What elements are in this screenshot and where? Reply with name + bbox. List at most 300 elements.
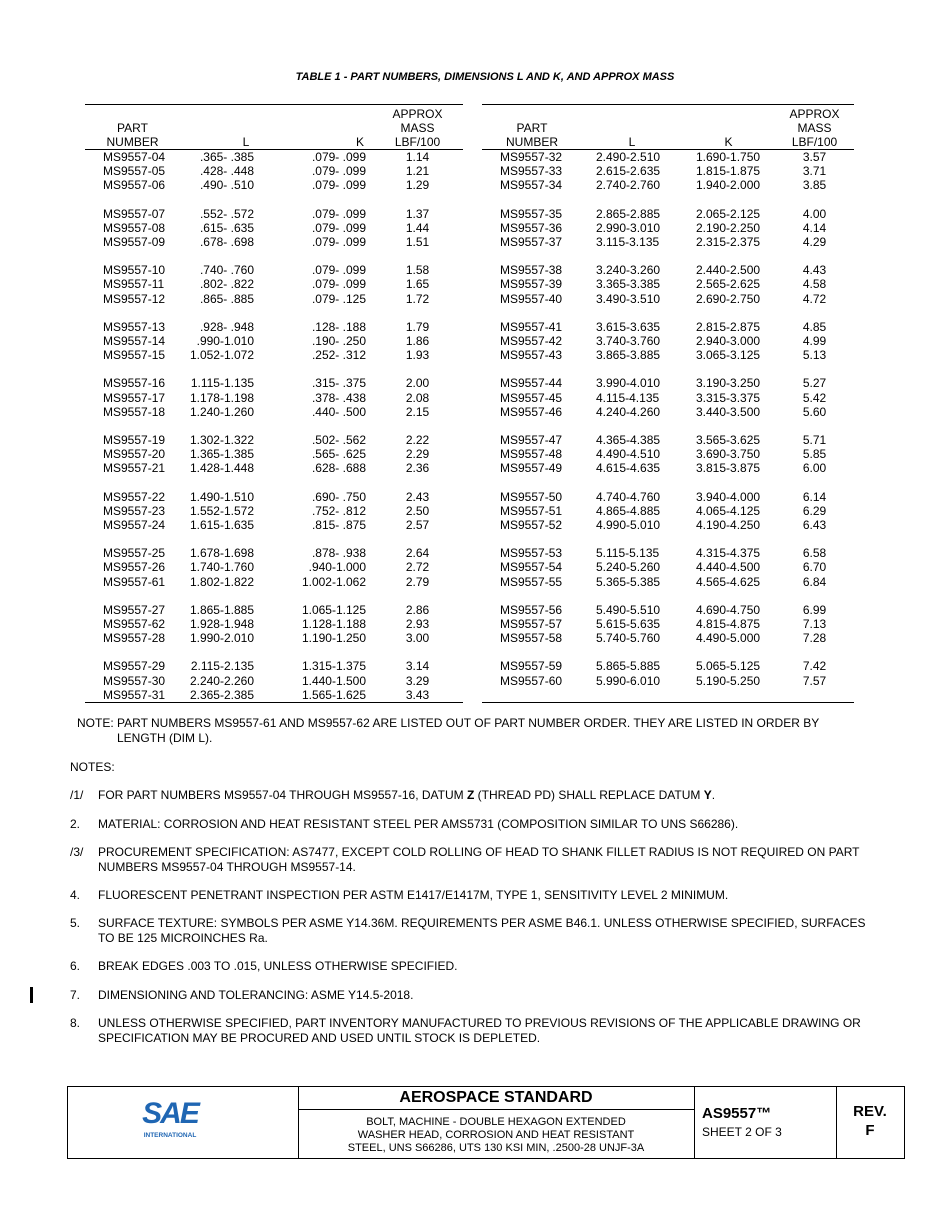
mass-cell: 7.57 xyxy=(802,673,827,688)
mass-cell: 6.70 xyxy=(802,560,827,575)
dim-l-cell: 1.865-1.885 xyxy=(189,602,254,617)
mass-cell: 2.93 xyxy=(405,617,430,632)
mass-cell: 4.85 xyxy=(802,319,827,334)
row-spacer xyxy=(85,249,463,263)
dim-l-cell: 1.115-1.135 xyxy=(190,376,254,391)
mass-cell: 1.21 xyxy=(405,164,430,179)
dim-l-cell: 4.365-4.385 xyxy=(596,433,661,448)
table-row xyxy=(85,207,463,221)
dim-l-cell: 3.990-4.010 xyxy=(596,376,661,391)
header-part-2-right: NUMBER xyxy=(482,135,582,150)
dim-l-cell: .678- .698 xyxy=(199,235,254,250)
note-number: /1/ xyxy=(70,788,84,802)
table-row xyxy=(85,490,463,504)
mass-cell: 6.29 xyxy=(802,503,827,518)
row-spacer xyxy=(85,532,463,546)
table-body-left xyxy=(85,150,463,703)
dim-k-cell: 4.190-4.250 xyxy=(696,518,761,533)
dim-k-cell: .752- .812 xyxy=(311,503,366,518)
dim-k-cell: 1.128-1.188 xyxy=(301,617,366,632)
parts-table-left xyxy=(85,104,463,703)
table-row xyxy=(482,178,854,192)
table-row xyxy=(85,376,463,390)
table-row xyxy=(482,221,854,235)
part-number-cell: MS9557-26 xyxy=(103,560,166,575)
dim-k-cell: .815- .875 xyxy=(311,518,366,533)
dim-l-cell: 2.490-2.510 xyxy=(596,150,661,164)
header-mass-1-right: APPROX xyxy=(775,105,854,122)
table-row xyxy=(482,405,854,419)
note-text: PART NUMBERS MS9557-61 AND MS9557-62 ARE LISTED OUT OF PART NUMBER ORDER. THEY ARE LISTED IN ORDER BY LENGTH (DIM L). xyxy=(117,716,819,745)
table-title: TABLE 1 - PART NUMBERS, DIMENSIONS L AND K, AND APPROX MASS xyxy=(295,71,675,83)
part-number-cell: MS9557-30 xyxy=(103,673,166,688)
mass-cell: 1.86 xyxy=(405,334,430,349)
dim-l-cell: 1.365-1.385 xyxy=(189,447,254,462)
dim-l-cell: .365- .385 xyxy=(199,150,254,164)
header-mass-3-right: LBF/100 xyxy=(775,135,854,150)
part-number-cell: MS9557-20 xyxy=(103,447,166,462)
row-spacer xyxy=(482,419,854,433)
note-item-8 xyxy=(70,1016,870,1046)
table-row xyxy=(85,292,463,306)
desc-line-1: BOLT, MACHINE - DOUBLE HEXAGON EXTENDED xyxy=(366,1116,626,1128)
note-number: 6. xyxy=(70,959,81,973)
mass-cell: 2.64 xyxy=(405,546,430,561)
dim-k-cell: .079- .099 xyxy=(311,263,366,278)
table-row xyxy=(85,617,463,631)
table-row xyxy=(482,659,854,673)
table-row xyxy=(85,263,463,277)
part-number-cell: MS9557-28 xyxy=(103,631,166,646)
part-number-cell: MS9557-43 xyxy=(500,348,563,363)
mass-cell: 3.00 xyxy=(405,631,430,646)
table-row xyxy=(482,490,854,504)
dim-k-cell: 2.565-2.625 xyxy=(696,277,761,292)
part-number-cell: MS9557-22 xyxy=(103,489,166,504)
part-number-cell: MS9557-08 xyxy=(103,220,166,235)
part-number-cell: MS9557-45 xyxy=(500,390,563,405)
dim-k-cell: .378- .438 xyxy=(311,390,366,405)
dim-l-cell: .490- .510 xyxy=(199,178,254,193)
dim-k-cell: .190- .250 xyxy=(311,334,366,349)
note-text: FLUORESCENT PENETRANT INSPECTION PER ASTM E1417/E1417M, TYPE 1, SENSITIVITY LEVEL 2 MINIMUM. xyxy=(98,888,729,902)
note-text: BREAK EDGES .003 TO .015, UNLESS OTHERWISE SPECIFIED. xyxy=(98,959,458,973)
table-row xyxy=(85,447,463,461)
dim-k-cell: .440- .500 xyxy=(311,404,366,419)
dim-l-cell: 2.365-2.385 xyxy=(180,688,272,703)
table-row xyxy=(482,518,854,532)
part-number-cell: MS9557-46 xyxy=(500,404,563,419)
mass-cell: 1.44 xyxy=(405,220,430,235)
header-k-right: K xyxy=(682,135,775,150)
mass-cell: 4.58 xyxy=(802,277,827,292)
mass-cell: 4.14 xyxy=(802,220,827,235)
part-number-cell: MS9557-32 xyxy=(500,150,563,164)
dim-k-cell: 4.490-5.000 xyxy=(696,631,761,646)
dim-l-cell: 1.990-2.010 xyxy=(189,631,254,646)
part-number-cell: MS9557-25 xyxy=(103,546,166,561)
part-number-cell: MS9557-33 xyxy=(500,164,563,179)
note-text: SURFACE TEXTURE: SYMBOLS PER ASME Y14.36M. REQUIREMENTS PER ASME B46.1. UNLESS OTHERWISE SPECIFIED, SURFACES TO BE 125 MICROINCHES Ra. xyxy=(98,916,866,945)
dim-k-cell: .502- .562 xyxy=(311,433,366,448)
part-number-cell: MS9557-42 xyxy=(500,334,563,349)
table-row xyxy=(85,391,463,405)
part-number-cell: MS9557-58 xyxy=(500,631,563,646)
revision-label: REV. xyxy=(853,1103,887,1120)
mass-cell: 6.14 xyxy=(802,489,827,504)
row-spacer xyxy=(85,589,463,603)
table-row xyxy=(85,518,463,532)
dim-k-cell: 1.002-1.062 xyxy=(301,574,366,589)
dim-l-cell: 2.240-2.260 xyxy=(189,673,254,688)
mass-cell: 1.65 xyxy=(405,277,430,292)
row-spacer xyxy=(482,193,854,207)
dim-k-cell: 3.815-3.875 xyxy=(696,461,761,476)
part-number-cell: MS9557-17 xyxy=(103,390,166,405)
mass-cell: 1.51 xyxy=(405,235,430,250)
table-row xyxy=(482,575,854,589)
mass-cell: 6.58 xyxy=(802,546,827,561)
note-number: 4. xyxy=(70,888,81,902)
mass-cell: 5.42 xyxy=(802,390,827,405)
part-number-cell: MS9557-27 xyxy=(103,602,166,617)
table-row xyxy=(482,334,854,348)
table-row xyxy=(482,292,854,306)
mass-cell: 2.79 xyxy=(405,574,430,589)
table-row xyxy=(85,575,463,589)
note-item-6 xyxy=(70,959,870,974)
dim-l-cell: 5.490-5.510 xyxy=(596,602,661,617)
revision-bar xyxy=(30,987,33,1003)
mass-cell: 2.36 xyxy=(405,461,430,476)
mass-cell: 3.14 xyxy=(405,659,430,674)
revision-cell xyxy=(836,1087,904,1158)
dim-k-cell: .079- .099 xyxy=(311,235,366,250)
mass-cell: 4.99 xyxy=(802,334,827,349)
part-number-cell: MS9557-40 xyxy=(500,291,563,306)
header-l: L xyxy=(180,135,272,150)
dim-k-cell: .079- .099 xyxy=(311,178,366,193)
table-row xyxy=(85,659,463,673)
header-mass-3: LBF/100 xyxy=(372,135,463,150)
header-part-2: NUMBER xyxy=(85,135,180,150)
dim-k-cell: 1.565-1.625 xyxy=(272,688,372,703)
part-number-cell: MS9557-56 xyxy=(500,602,563,617)
table-row xyxy=(482,277,854,291)
dim-l-cell: 1.802-1.822 xyxy=(189,574,254,589)
document-number: AS9557™ xyxy=(702,1105,772,1122)
standard-type: AEROSPACE STANDARD xyxy=(298,1087,694,1110)
dim-l-cell: 4.990-5.010 xyxy=(596,518,661,533)
desc-line-3: STEEL, UNS S66286, UTS 130 KSI MIN, .2500-28 UNJF-3A xyxy=(347,1142,645,1154)
table-row xyxy=(482,164,854,178)
row-spacer xyxy=(482,688,854,703)
desc-line-2: WASHER HEAD, CORROSION AND HEAT RESISTANT xyxy=(357,1129,635,1141)
title-cell xyxy=(298,1087,695,1158)
dim-l-cell: 4.615-4.635 xyxy=(596,461,661,476)
part-number-cell: MS9557-19 xyxy=(103,433,166,448)
part-number-cell: MS9557-24 xyxy=(103,518,166,533)
dim-l-cell: 5.240-5.260 xyxy=(596,560,661,575)
dim-k-cell: .252- .312 xyxy=(311,348,366,363)
mass-cell: 2.29 xyxy=(405,447,430,462)
mass-cell: 2.08 xyxy=(405,390,430,405)
dim-l-cell: 3.865-3.885 xyxy=(596,348,661,363)
part-number-cell: MS9557-31 xyxy=(85,688,180,703)
mass-cell: 3.57 xyxy=(802,150,827,164)
table-row xyxy=(482,546,854,560)
note-item-4 xyxy=(70,888,870,903)
dim-k-cell: 4.315-4.375 xyxy=(696,546,761,561)
mass-cell: 3.29 xyxy=(405,673,430,688)
table-row xyxy=(482,150,854,165)
dim-k-cell: 1.815-1.875 xyxy=(696,164,761,179)
mass-cell: 2.15 xyxy=(405,404,430,419)
table-row xyxy=(482,207,854,221)
dim-l-cell: 1.428-1.448 xyxy=(189,461,254,476)
mass-cell: 4.43 xyxy=(802,263,827,278)
table-row xyxy=(85,504,463,518)
dim-l-cell: 2.990-3.010 xyxy=(596,220,661,235)
dim-k-cell: 4.815-4.875 xyxy=(696,617,761,632)
dim-k-cell: 5.065-5.125 xyxy=(696,659,761,674)
dim-k-cell: .315- .375 xyxy=(311,376,366,391)
part-number-cell: MS9557-05 xyxy=(103,164,166,179)
part-number-cell: MS9557-35 xyxy=(500,206,563,221)
dim-l-cell: 3.615-3.635 xyxy=(596,319,661,334)
mass-cell: 1.37 xyxy=(405,206,430,221)
table-row xyxy=(482,447,854,461)
header-k: K xyxy=(272,135,372,150)
title-block xyxy=(67,1086,905,1159)
part-number-cell: MS9557-57 xyxy=(500,617,563,632)
part-number-cell: MS9557-10 xyxy=(103,263,166,278)
row-spacer xyxy=(482,476,854,490)
dim-k-cell: 4.565-4.625 xyxy=(696,574,761,589)
dim-k-cell: 2.315-2.375 xyxy=(696,235,761,250)
part-number-cell: MS9557-39 xyxy=(500,277,563,292)
dim-k-cell: 2.690-2.750 xyxy=(696,291,761,306)
row-spacer xyxy=(482,532,854,546)
part-number-cell: MS9557-53 xyxy=(500,546,563,561)
dim-k-cell: 2.440-2.500 xyxy=(696,263,761,278)
table-row xyxy=(482,320,854,334)
part-number-cell: MS9557-47 xyxy=(500,433,563,448)
row-spacer xyxy=(85,193,463,207)
table-row xyxy=(482,631,854,645)
dim-k-cell: 3.440-3.500 xyxy=(696,404,761,419)
sae-logo-icon xyxy=(68,1087,298,1158)
mass-cell: 1.29 xyxy=(405,178,430,193)
part-number-cell: MS9557-54 xyxy=(500,560,563,575)
mass-cell: 6.84 xyxy=(802,574,827,589)
dim-k-cell: .079- .125 xyxy=(311,291,366,306)
revision-value: F xyxy=(865,1122,875,1139)
part-number-cell: MS9557-15 xyxy=(103,348,166,363)
dim-k-cell: 2.065-2.125 xyxy=(696,206,761,221)
mass-cell: 3.85 xyxy=(802,178,827,193)
dim-k-cell: 3.190-3.250 xyxy=(696,376,761,391)
row-spacer xyxy=(85,306,463,320)
table-row xyxy=(85,461,463,475)
mass-cell: 5.13 xyxy=(802,348,827,363)
row-spacer xyxy=(482,645,854,659)
dim-l-cell: 1.302-1.322 xyxy=(189,433,254,448)
table-row xyxy=(85,178,463,192)
dim-l-cell: 5.990-6.010 xyxy=(596,673,661,688)
dim-k-cell: 5.190-5.250 xyxy=(696,673,761,688)
dim-k-cell: 1.940-2.000 xyxy=(696,178,761,193)
part-number-cell: MS9557-52 xyxy=(500,518,563,533)
dim-l-cell: 1.240-1.260 xyxy=(189,404,254,419)
dim-k-cell: 4.690-4.750 xyxy=(696,602,761,617)
mass-cell: 6.43 xyxy=(802,518,827,533)
mass-cell: 6.99 xyxy=(802,602,827,617)
part-number-cell: MS9557-09 xyxy=(103,235,166,250)
dim-k-cell: 1.065-1.125 xyxy=(301,602,366,617)
table-row xyxy=(85,688,463,703)
parts-table-right xyxy=(482,104,854,703)
note-text: MATERIAL: CORROSION AND HEAT RESISTANT STEEL PER AMS5731 (COMPOSITION SIMILAR TO UNS S66286). xyxy=(98,817,739,831)
dim-l-cell: 3.365-3.385 xyxy=(596,277,661,292)
mass-cell: 2.00 xyxy=(405,376,430,391)
mass-cell: 5.60 xyxy=(802,404,827,419)
dim-k-cell: 2.815-2.875 xyxy=(696,319,761,334)
dim-l-cell: 2.865-2.885 xyxy=(596,206,661,221)
part-number-cell: MS9557-34 xyxy=(500,178,563,193)
row-spacer xyxy=(85,419,463,433)
mass-cell: 2.72 xyxy=(405,560,430,575)
dim-l-cell: 1.552-1.572 xyxy=(189,503,254,518)
part-number-cell: MS9557-06 xyxy=(103,178,166,193)
dim-l-cell: 5.365-5.385 xyxy=(596,574,661,589)
dim-k-cell: .079- .099 xyxy=(311,164,366,179)
note-number: 5. xyxy=(70,916,81,930)
part-number-cell: MS9557-44 xyxy=(500,376,563,391)
mass-cell: 1.14 xyxy=(405,150,430,164)
part-number-cell: MS9557-12 xyxy=(103,291,166,306)
dim-l-cell: .802- .822 xyxy=(199,277,254,292)
datum-y: Y xyxy=(703,788,712,802)
mass-cell: 1.72 xyxy=(405,291,430,306)
row-spacer xyxy=(482,589,854,603)
note-text: UNLESS OTHERWISE SPECIFIED, PART INVENTORY MANUFACTURED TO PREVIOUS REVISIONS OF THE APPLICABLE DRAWING OR SPECIFICATION MAY BE PROCURED AND USED UNTIL STOCK IS DEPLETED. xyxy=(98,1016,861,1045)
note-item-7 xyxy=(70,988,870,1003)
mass-cell: 1.58 xyxy=(405,263,430,278)
part-number-cell: MS9557-60 xyxy=(500,673,563,688)
part-number-cell: MS9557-11 xyxy=(103,277,165,292)
table-row xyxy=(85,221,463,235)
row-spacer xyxy=(482,306,854,320)
dim-l-cell: 4.740-4.760 xyxy=(596,489,661,504)
dim-l-cell: 3.490-3.510 xyxy=(596,291,661,306)
row-spacer xyxy=(85,645,463,659)
mass-cell: 6.00 xyxy=(802,461,827,476)
part-description xyxy=(298,1110,694,1155)
part-number-cell: MS9557-16 xyxy=(103,376,166,391)
table-row xyxy=(85,150,463,165)
dim-k-cell: 1.690-1.750 xyxy=(696,150,761,164)
note-number: 2. xyxy=(70,817,81,831)
dim-k-cell: 4.065-4.125 xyxy=(696,503,761,518)
dim-k-cell: .690- .750 xyxy=(311,489,366,504)
note-item-2 xyxy=(70,817,870,832)
table-row xyxy=(85,631,463,645)
logo-text: SAE xyxy=(142,1097,198,1130)
part-number-cell: MS9557-37 xyxy=(500,235,563,250)
table-row xyxy=(85,560,463,574)
mass-cell: 4.00 xyxy=(802,206,827,221)
dim-k-cell: .079- .099 xyxy=(311,277,366,292)
mass-cell: 4.72 xyxy=(802,291,827,306)
table-row xyxy=(85,348,463,362)
header-mass-2: MASS xyxy=(400,121,435,135)
dim-l-cell: 3.240-3.260 xyxy=(596,263,661,278)
table-row xyxy=(482,391,854,405)
dim-l-cell: 4.490-4.510 xyxy=(596,447,661,462)
dim-k-cell: .940-1.000 xyxy=(308,560,366,575)
dim-k-cell: 4.440-4.500 xyxy=(696,560,761,575)
table-row xyxy=(85,433,463,447)
sheet-number: SHEET 2 OF 3 xyxy=(702,1125,782,1139)
dim-k-cell: .628- .688 xyxy=(311,461,366,476)
note-item-1 xyxy=(70,788,870,803)
table-row xyxy=(85,277,463,291)
row-spacer xyxy=(482,249,854,263)
dim-l-cell: 5.865-5.885 xyxy=(596,659,661,674)
dim-k-cell: 2.940-3.000 xyxy=(696,334,761,349)
datum-z: Z xyxy=(466,788,475,802)
mass-cell: 5.27 xyxy=(802,376,827,391)
mass-cell: 2.22 xyxy=(405,433,430,448)
dim-l-cell: 1.678-1.698 xyxy=(189,546,254,561)
note-text: (THREAD PD) SHALL REPLACE DATUM xyxy=(474,788,704,802)
part-number-cell: MS9557-21 xyxy=(103,461,166,476)
table-row xyxy=(482,433,854,447)
dim-k-cell: 1.315-1.375 xyxy=(301,659,366,674)
mass-cell: 7.13 xyxy=(802,617,827,632)
dim-k-cell: 2.190-2.250 xyxy=(696,220,761,235)
table-row xyxy=(482,504,854,518)
dim-l-cell: 4.865-4.885 xyxy=(596,503,661,518)
note-item-5 xyxy=(70,916,870,946)
mass-cell: 1.93 xyxy=(405,348,430,363)
note-label: NOTE: xyxy=(77,716,114,730)
table-row xyxy=(85,320,463,334)
note-text: PROCUREMENT SPECIFICATION: AS7477, EXCEPT COLD ROLLING OF HEAD TO SHANK FILLET RADIUS IS NOT REQUIRED ON PART NUMBERS MS9557-04 THROUGH MS9557-14. xyxy=(98,845,860,874)
row-spacer xyxy=(85,362,463,376)
part-number-cell: MS9557-14 xyxy=(103,334,166,349)
dim-k-cell: 3.065-3.125 xyxy=(696,348,761,363)
dim-l-cell: 5.115-5.135 xyxy=(596,546,660,561)
dim-l-cell: .865- .885 xyxy=(199,291,254,306)
dim-l-cell: .552- .572 xyxy=(199,206,254,221)
table-row xyxy=(482,461,854,475)
notes-header: NOTES: xyxy=(70,760,115,774)
part-number-cell: MS9557-49 xyxy=(500,461,563,476)
header-l-right: L xyxy=(582,135,682,150)
mass-cell: 7.28 xyxy=(802,631,827,646)
table-row xyxy=(482,560,854,574)
part-number-cell: MS9557-38 xyxy=(500,263,563,278)
dim-l-cell: .428- .448 xyxy=(199,164,254,179)
dim-k-cell: 3.690-3.750 xyxy=(696,447,761,462)
dim-k-cell: .079- .099 xyxy=(311,150,366,164)
dim-l-cell: .990-1.010 xyxy=(196,334,254,349)
dim-l-cell: 5.615-5.635 xyxy=(596,617,661,632)
dim-k-cell: .565- .625 xyxy=(311,447,366,462)
part-number-cell: MS9557-13 xyxy=(103,319,166,334)
